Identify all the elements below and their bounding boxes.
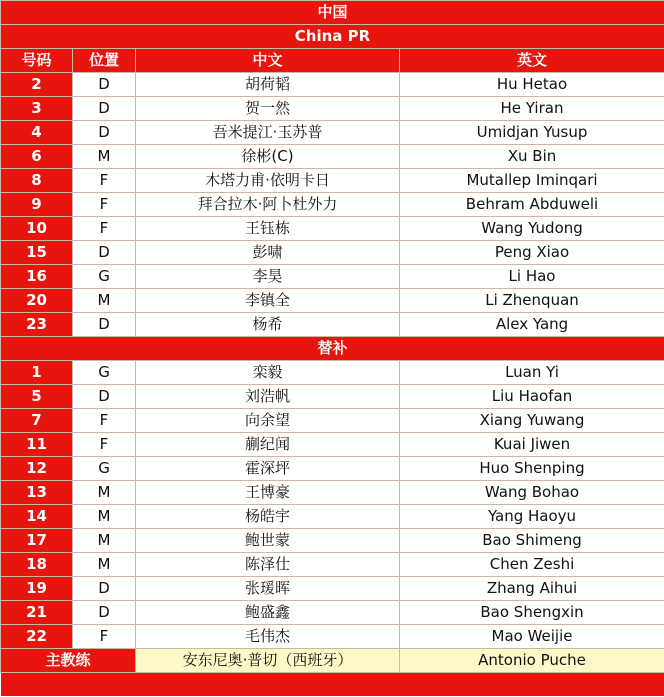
- player-chinese-name: 杨希: [136, 313, 400, 337]
- player-number: 4: [1, 121, 73, 145]
- subs-label: 替补: [1, 337, 664, 361]
- player-english-name: Bao Shengxin: [400, 601, 664, 625]
- player-position: D: [73, 385, 136, 409]
- player-number: 19: [1, 577, 73, 601]
- player-chinese-name: 鲍世蒙: [136, 529, 400, 553]
- player-english-name: Zhang Aihui: [400, 577, 664, 601]
- player-number: 16: [1, 265, 73, 289]
- player-english-name: Xiang Yuwang: [400, 409, 664, 433]
- player-chinese-name: 李镇全: [136, 289, 400, 313]
- player-position: M: [73, 481, 136, 505]
- player-english-name: Alex Yang: [400, 313, 664, 337]
- player-chinese-name: 蒯纪闻: [136, 433, 400, 457]
- player-row: [1, 409, 664, 433]
- player-number: 17: [1, 529, 73, 553]
- player-number: 3: [1, 97, 73, 121]
- player-english-name: Li Zhenquan: [400, 289, 664, 313]
- player-english-name: Xu Bin: [400, 145, 664, 169]
- player-english-name: Wang Bohao: [400, 481, 664, 505]
- player-position: F: [73, 217, 136, 241]
- coach-english: Antonio Puche: [400, 649, 664, 673]
- player-number: 21: [1, 601, 73, 625]
- player-english-name: Umidjan Yusup: [400, 121, 664, 145]
- player-position: D: [73, 577, 136, 601]
- player-number: 7: [1, 409, 73, 433]
- player-row: [1, 241, 664, 265]
- player-position: G: [73, 361, 136, 385]
- header-chinese: 中文: [136, 49, 400, 73]
- player-chinese-name: 吾米提江·玉苏普: [136, 121, 400, 145]
- player-row: [1, 217, 664, 241]
- player-chinese-name: 拜合拉木·阿卜杜外力: [136, 193, 400, 217]
- title-row: [1, 1, 664, 25]
- player-position: M: [73, 505, 136, 529]
- team-cell: China PR: [1, 25, 664, 49]
- player-number: 18: [1, 553, 73, 577]
- player-chinese-name: 陈泽仕: [136, 553, 400, 577]
- player-chinese-name: 胡荷韬: [136, 73, 400, 97]
- player-english-name: Liu Haofan: [400, 385, 664, 409]
- header-row: [1, 49, 664, 73]
- player-number: 22: [1, 625, 73, 649]
- player-position: G: [73, 265, 136, 289]
- player-english-name: Yang Haoyu: [400, 505, 664, 529]
- player-number: 14: [1, 505, 73, 529]
- player-number: 12: [1, 457, 73, 481]
- player-row: [1, 361, 664, 385]
- player-chinese-name: 李昊: [136, 265, 400, 289]
- player-english-name: Hu Hetao: [400, 73, 664, 97]
- player-number: 2: [1, 73, 73, 97]
- player-chinese-name: 木塔力甫·依明卡日: [136, 169, 400, 193]
- player-chinese-name: 贺一然: [136, 97, 400, 121]
- player-row: [1, 313, 664, 337]
- player-position: D: [73, 313, 136, 337]
- header-english: 英文: [400, 49, 664, 73]
- player-position: D: [73, 241, 136, 265]
- player-position: M: [73, 553, 136, 577]
- player-row: [1, 289, 664, 313]
- player-english-name: Chen Zeshi: [400, 553, 664, 577]
- player-row: [1, 193, 664, 217]
- player-row: [1, 433, 664, 457]
- player-english-name: Wang Yudong: [400, 217, 664, 241]
- player-row: [1, 505, 664, 529]
- player-number: 10: [1, 217, 73, 241]
- player-english-name: Behram Abduweli: [400, 193, 664, 217]
- player-row: [1, 73, 664, 97]
- player-chinese-name: 杨皓宇: [136, 505, 400, 529]
- player-number: 6: [1, 145, 73, 169]
- player-row: [1, 457, 664, 481]
- player-chinese-name: 毛伟杰: [136, 625, 400, 649]
- player-chinese-name: 霍深坪: [136, 457, 400, 481]
- player-row: [1, 625, 664, 649]
- bottom-bar: [1, 673, 664, 697]
- player-row: [1, 97, 664, 121]
- player-chinese-name: 张瑗晖: [136, 577, 400, 601]
- player-number: 23: [1, 313, 73, 337]
- player-english-name: Luan Yi: [400, 361, 664, 385]
- player-row: [1, 577, 664, 601]
- player-number: 15: [1, 241, 73, 265]
- player-position: G: [73, 457, 136, 481]
- header-position: 位置: [73, 49, 136, 73]
- player-row: [1, 265, 664, 289]
- player-number: 8: [1, 169, 73, 193]
- team-row: [1, 25, 664, 49]
- player-english-name: Mutallep Iminqari: [400, 169, 664, 193]
- player-row: [1, 553, 664, 577]
- player-position: D: [73, 601, 136, 625]
- player-row: [1, 481, 664, 505]
- player-english-name: Huo Shenping: [400, 457, 664, 481]
- player-english-name: Mao Weijie: [400, 625, 664, 649]
- player-row: [1, 121, 664, 145]
- player-chinese-name: 向余望: [136, 409, 400, 433]
- player-chinese-name: 鲍盛鑫: [136, 601, 400, 625]
- coach-label: 主教练: [1, 649, 136, 673]
- player-position: D: [73, 73, 136, 97]
- player-row: [1, 169, 664, 193]
- player-number: 5: [1, 385, 73, 409]
- player-chinese-name: 徐彬(C): [136, 145, 400, 169]
- player-number: 9: [1, 193, 73, 217]
- header-number: 号码: [1, 49, 73, 73]
- bottom-bar-cell: [1, 673, 664, 697]
- player-position: D: [73, 97, 136, 121]
- player-chinese-name: 栾毅: [136, 361, 400, 385]
- coach-row: [1, 649, 664, 673]
- player-row: [1, 145, 664, 169]
- player-english-name: He Yiran: [400, 97, 664, 121]
- player-position: M: [73, 145, 136, 169]
- player-position: F: [73, 169, 136, 193]
- player-position: F: [73, 625, 136, 649]
- player-chinese-name: 王钰栋: [136, 217, 400, 241]
- player-row: [1, 385, 664, 409]
- title-cell: 中国: [1, 1, 664, 25]
- player-number: 1: [1, 361, 73, 385]
- player-english-name: Li Hao: [400, 265, 664, 289]
- player-position: M: [73, 529, 136, 553]
- coach-chinese: 安东尼奥·普切（西班牙）: [136, 649, 400, 673]
- subs-header-row: [1, 337, 664, 361]
- player-position: F: [73, 409, 136, 433]
- player-number: 13: [1, 481, 73, 505]
- player-chinese-name: 彭啸: [136, 241, 400, 265]
- player-english-name: Bao Shimeng: [400, 529, 664, 553]
- player-row: [1, 529, 664, 553]
- player-english-name: Peng Xiao: [400, 241, 664, 265]
- player-position: F: [73, 433, 136, 457]
- player-position: D: [73, 121, 136, 145]
- player-chinese-name: 王博豪: [136, 481, 400, 505]
- player-position: M: [73, 289, 136, 313]
- player-row: [1, 601, 664, 625]
- player-position: F: [73, 193, 136, 217]
- player-english-name: Kuai Jiwen: [400, 433, 664, 457]
- player-number: 11: [1, 433, 73, 457]
- player-chinese-name: 刘浩帆: [136, 385, 400, 409]
- player-number: 20: [1, 289, 73, 313]
